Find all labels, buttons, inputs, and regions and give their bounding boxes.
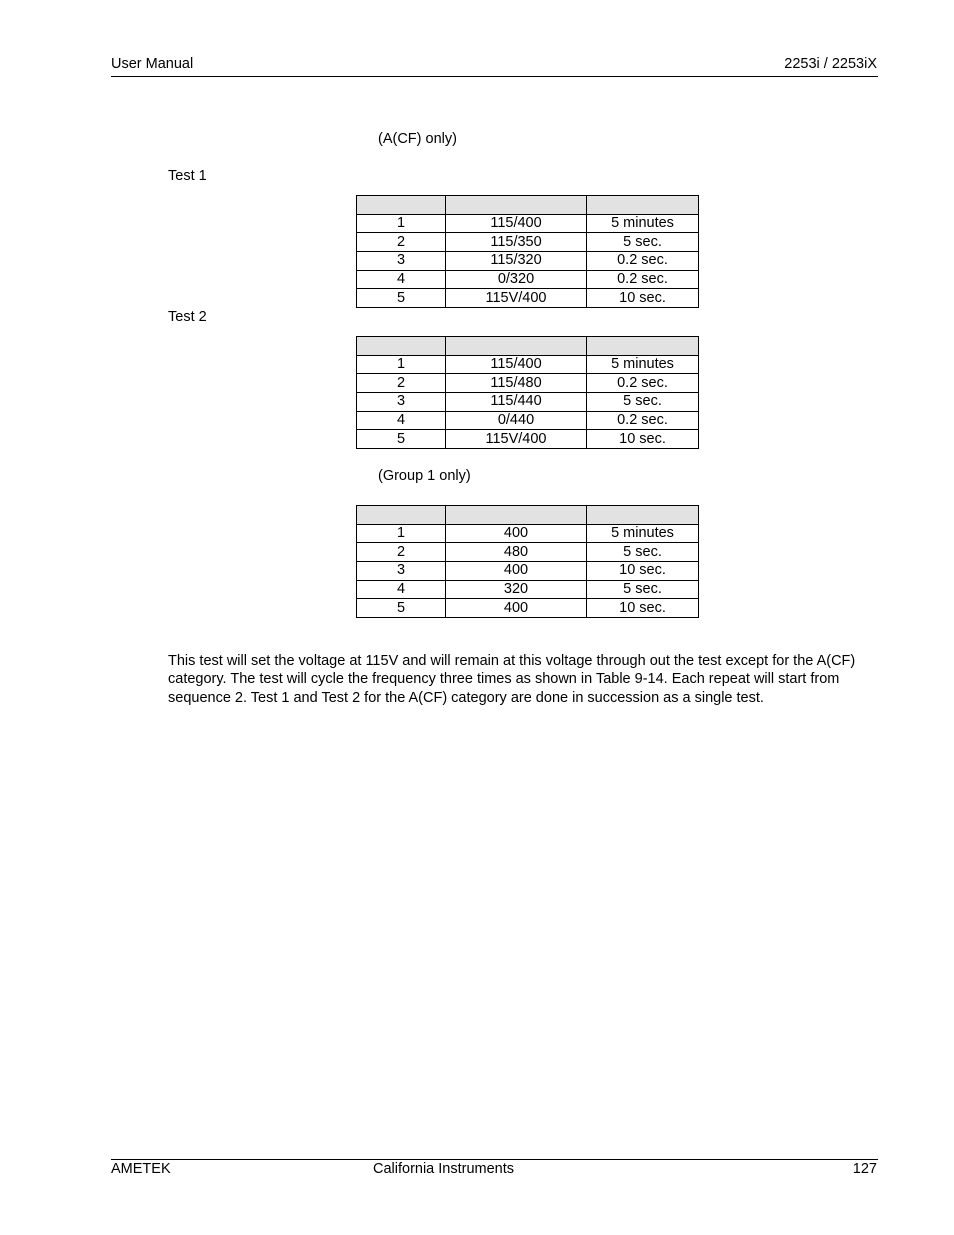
- table-cell: 10 sec.: [587, 289, 699, 308]
- table-cell: 2: [357, 374, 446, 393]
- group1-note: (Group 1 only): [378, 468, 471, 484]
- table-cell: 10 sec.: [587, 599, 699, 618]
- table-cell: 5 minutes: [587, 214, 699, 233]
- table-cell: 5 sec.: [587, 543, 699, 562]
- table-header-row: [357, 196, 699, 215]
- table-cell: 1: [357, 355, 446, 374]
- table-cell: 115V/400: [446, 430, 587, 449]
- table-row: [357, 289, 699, 308]
- table-header-cell: [357, 506, 446, 525]
- table-header-cell: [357, 196, 446, 215]
- table-cell: 115/350: [446, 233, 587, 252]
- table-cell: 400: [446, 599, 587, 618]
- table-cell: 480: [446, 543, 587, 562]
- header-rule: [111, 76, 878, 77]
- table-cell: 5 minutes: [587, 355, 699, 374]
- table-header-cell: [587, 506, 699, 525]
- table-cell: 4: [357, 580, 446, 599]
- table-row: [357, 270, 699, 289]
- table-cell: 2: [357, 543, 446, 562]
- table-cell: 0.2 sec.: [587, 374, 699, 393]
- body-paragraph: This test will set the voltage at 115V and will remain at this voltage through out the test except for the A(CF) category. The test will cycle the frequency three times as shown in Table 9-14. Each repeat will start from sequence 2. Test 1 and Test 2 for the A(CF) category are done in succession as a single test.: [168, 653, 856, 706]
- table-cell: 0.2 sec.: [587, 252, 699, 271]
- table-cell: 10 sec.: [587, 430, 699, 449]
- header-left: User Manual: [111, 56, 194, 72]
- table-cell: 5: [357, 289, 446, 308]
- table-cell: 3: [357, 393, 446, 412]
- table-cell: 10 sec.: [587, 562, 699, 581]
- table-cell: 320: [446, 580, 587, 599]
- table-cell: 115V/400: [446, 289, 587, 308]
- table-row: [357, 524, 699, 543]
- acf-note: (A(CF) only): [378, 131, 457, 147]
- table-cell: 0/320: [446, 270, 587, 289]
- table-cell: 5 sec.: [587, 393, 699, 412]
- table-cell: 5 sec.: [587, 233, 699, 252]
- table-row: [357, 214, 699, 233]
- table-cell: 115/400: [446, 355, 587, 374]
- table-cell: 4: [357, 270, 446, 289]
- table-header-cell: [587, 337, 699, 356]
- table-cell: 115/480: [446, 374, 587, 393]
- table-cell: 5 minutes: [587, 524, 699, 543]
- table-cell: 2: [357, 233, 446, 252]
- table-cell: 115/400: [446, 214, 587, 233]
- table-row: [357, 252, 699, 271]
- table-cell: 115/320: [446, 252, 587, 271]
- table-header-row: [357, 506, 699, 525]
- table-row: [357, 430, 699, 449]
- table-header-row: [357, 337, 699, 356]
- table-row: [357, 580, 699, 599]
- table-header-cell: [587, 196, 699, 215]
- table-row: [357, 393, 699, 412]
- table-cell: 3: [357, 252, 446, 271]
- table-cell: 5: [357, 599, 446, 618]
- footer-rule: [111, 1159, 878, 1160]
- test1-table: [356, 195, 699, 308]
- footer-left: AMETEK: [111, 1161, 171, 1177]
- table-cell: 5: [357, 430, 446, 449]
- table-row: [357, 543, 699, 562]
- table-cell: 400: [446, 524, 587, 543]
- table-row: [357, 599, 699, 618]
- table-row: [357, 411, 699, 430]
- table-cell: 5 sec.: [587, 580, 699, 599]
- test2-label: Test 2: [168, 309, 207, 325]
- test1-label: Test 1: [168, 168, 207, 184]
- table-header-cell: [446, 337, 587, 356]
- table-cell: 400: [446, 562, 587, 581]
- table-row: [357, 374, 699, 393]
- footer-center: California Instruments: [373, 1161, 515, 1177]
- table-cell: 115/440: [446, 393, 587, 412]
- table-row: [357, 355, 699, 374]
- table-cell: 0.2 sec.: [587, 411, 699, 430]
- table-header-cell: [357, 337, 446, 356]
- table-header-cell: [446, 196, 587, 215]
- group1-table: [356, 505, 699, 618]
- page-number: 127: [852, 1161, 877, 1177]
- table-cell: 3: [357, 562, 446, 581]
- table-cell: 0/440: [446, 411, 587, 430]
- table-cell: 0.2 sec.: [587, 270, 699, 289]
- table-cell: 1: [357, 524, 446, 543]
- table-header-cell: [446, 506, 587, 525]
- header-right: 2253i / 2253iX: [784, 56, 877, 72]
- table-row: [357, 562, 699, 581]
- test2-table: [356, 336, 699, 449]
- table-cell: 4: [357, 411, 446, 430]
- table-row: [357, 233, 699, 252]
- table-cell: 1: [357, 214, 446, 233]
